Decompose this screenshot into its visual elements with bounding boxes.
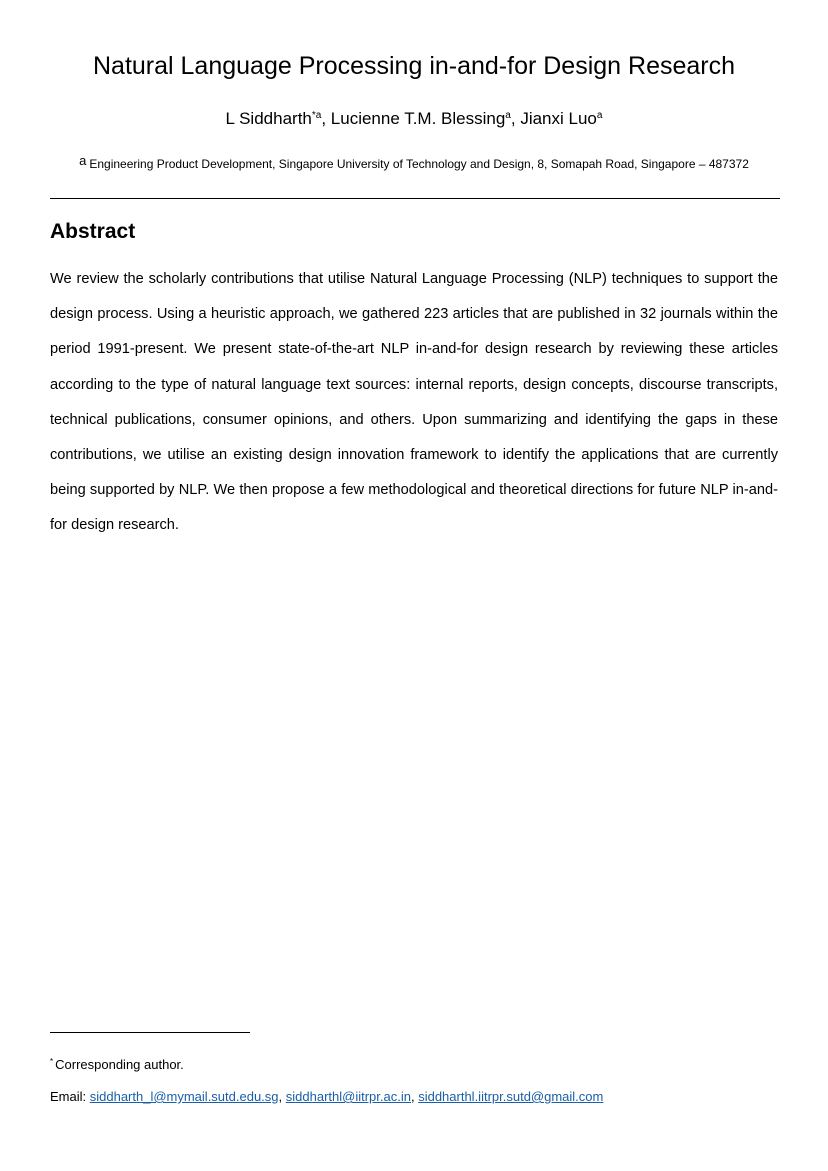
email-separator: , <box>410 1089 419 1104</box>
email-separator: , <box>278 1089 286 1104</box>
abstract-text: We review the scholarly contributions that utilise Natural Language Processing (NLP) techniques to support the design process. Using a heuristic approach, we gathered 223 articles that are published in 32 journals within the period 1991-present. We present state-of-the-art NLP in-and-for design research by reviewing these articles according to the type of natural language text sources: internal reports, design concepts, discourse transcripts, technical publications, consumer opinions, and others. Upon summarizing and identifying the gaps in these contributions, we utilise an existing design innovation framework to identify the applications that are currently being supported by NLP. We then propose a few methodological and theoretical directions for future NLP in-and-for design research. <box>50 271 778 534</box>
affiliation <box>0 155 828 173</box>
email-link-1[interactable]: siddharth_l@mymail.sutd.edu.sg <box>89 1089 279 1104</box>
email-link-2[interactable]: siddharthl@iitrpr.ac.in <box>285 1089 411 1104</box>
footnote-marker: * <box>50 1057 54 1066</box>
affiliation-text: Engineering Product Development, Singapore University of Technology and Design, 8, Somapah Road, Singapore – 487372 <box>89 157 749 171</box>
email-link-3[interactable]: siddharthl.iitrpr.sutd@gmail.com <box>418 1089 604 1104</box>
author-name: Lucienne T.M. Blessing <box>330 109 506 128</box>
paper-title: Natural Language Processing in-and-for Design Research <box>92 52 736 80</box>
email-label: Email: <box>50 1089 90 1104</box>
footnote-corresponding-text: Corresponding author. <box>55 1057 184 1072</box>
affiliation-marker: a <box>79 153 87 168</box>
abstract-heading: Abstract <box>50 220 136 243</box>
author-separator: , <box>321 109 331 128</box>
author-affiliation-marker: a <box>505 110 511 121</box>
header-divider <box>50 198 780 199</box>
author-name: Jianxi Luo <box>520 109 597 128</box>
author-affiliation-marker: a <box>596 110 603 121</box>
author-separator: , <box>510 109 521 128</box>
footnote-divider <box>50 1032 250 1033</box>
footnote-corresponding <box>50 1056 184 1074</box>
author-name: L Siddharth <box>225 109 312 128</box>
author-list <box>0 108 828 130</box>
footnote-email-line <box>50 1088 603 1106</box>
author-affiliation-marker: *a <box>311 110 322 121</box>
